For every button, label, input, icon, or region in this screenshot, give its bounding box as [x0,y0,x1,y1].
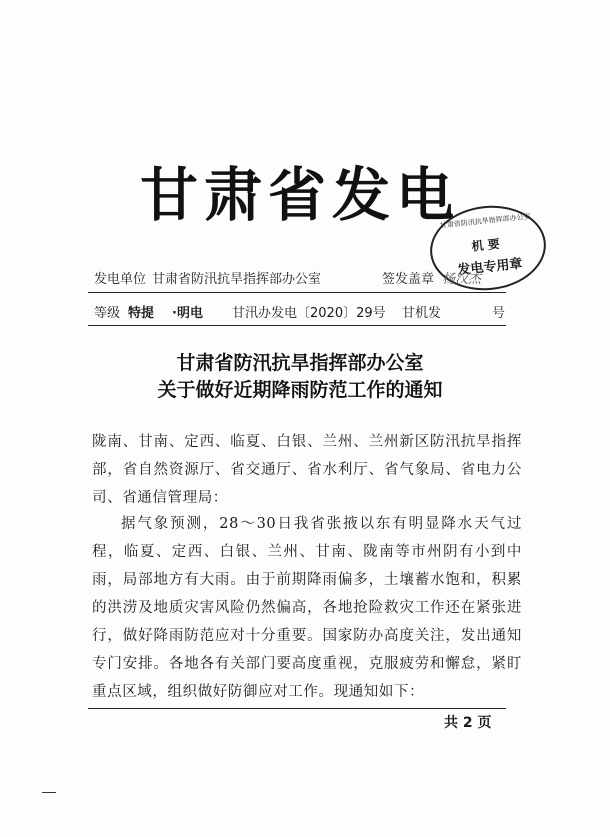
notice-title-line1: 甘肃省防汛抗旱指挥部办公室 [176,352,424,374]
grade-value: 特提 [128,306,155,321]
seal-org-text: 甘肃省防汛抗旱指挥部办公室 [439,212,531,230]
telegram-title: 甘肃省发电 [140,161,461,229]
hao-label: 号 [492,306,506,321]
seal-middle-text: 机要 [471,236,505,254]
mingdian-label: ·明电 [172,306,203,321]
body-paragraph: 据气象预测，28～30日我省张掖以东有明显降水天气过程，临夏、定西、白银、兰州、甘南、陇南等市州阴有小到中雨，局部地方有大雨。由于前期降雨偏多，土壤蓄水饱和，积累的洪涝及地质灾害风险仍然偏高，各地抢险救灾工作还在紧张进行，做好降雨防范应对十分重要。国家防办高度关注，发出通知专门安排。各地各有关部门要高度重视，克服疲劳和懈怠，紧盯重点区域，组织做好防御应对工作。现通知如下： [92,516,522,700]
page-count: 共 2 页 [444,715,492,731]
corner-mark [42,792,56,793]
document-number: 甘汛办发电〔2020〕29号 [232,306,386,321]
grade-label: 等级 [94,306,121,321]
sign-label: 签发盖章 [382,272,435,287]
sender-label: 发电单位 [94,272,147,287]
header-divider-top [88,292,506,293]
footer-divider [88,708,506,709]
recipients-paragraph: 陇南、甘南、定西、临夏、白银、兰州、兰州新区防汛抗旱指挥部，省自然资源厅、省交通厅、省水利厅、省气象局、省电力公司、省通信管理局： [92,434,522,506]
header-divider-bottom [88,325,506,326]
seal-bottom-text: 发电专用章 [456,256,524,279]
org-reference: 甘机发 [402,306,442,321]
sender-value: 甘肃省防汛抗旱指挥部办公室 [152,272,322,287]
notice-title-line2: 关于做好近期降雨防范工作的通知 [157,379,443,401]
signature: 杨汉杰 [442,272,482,287]
